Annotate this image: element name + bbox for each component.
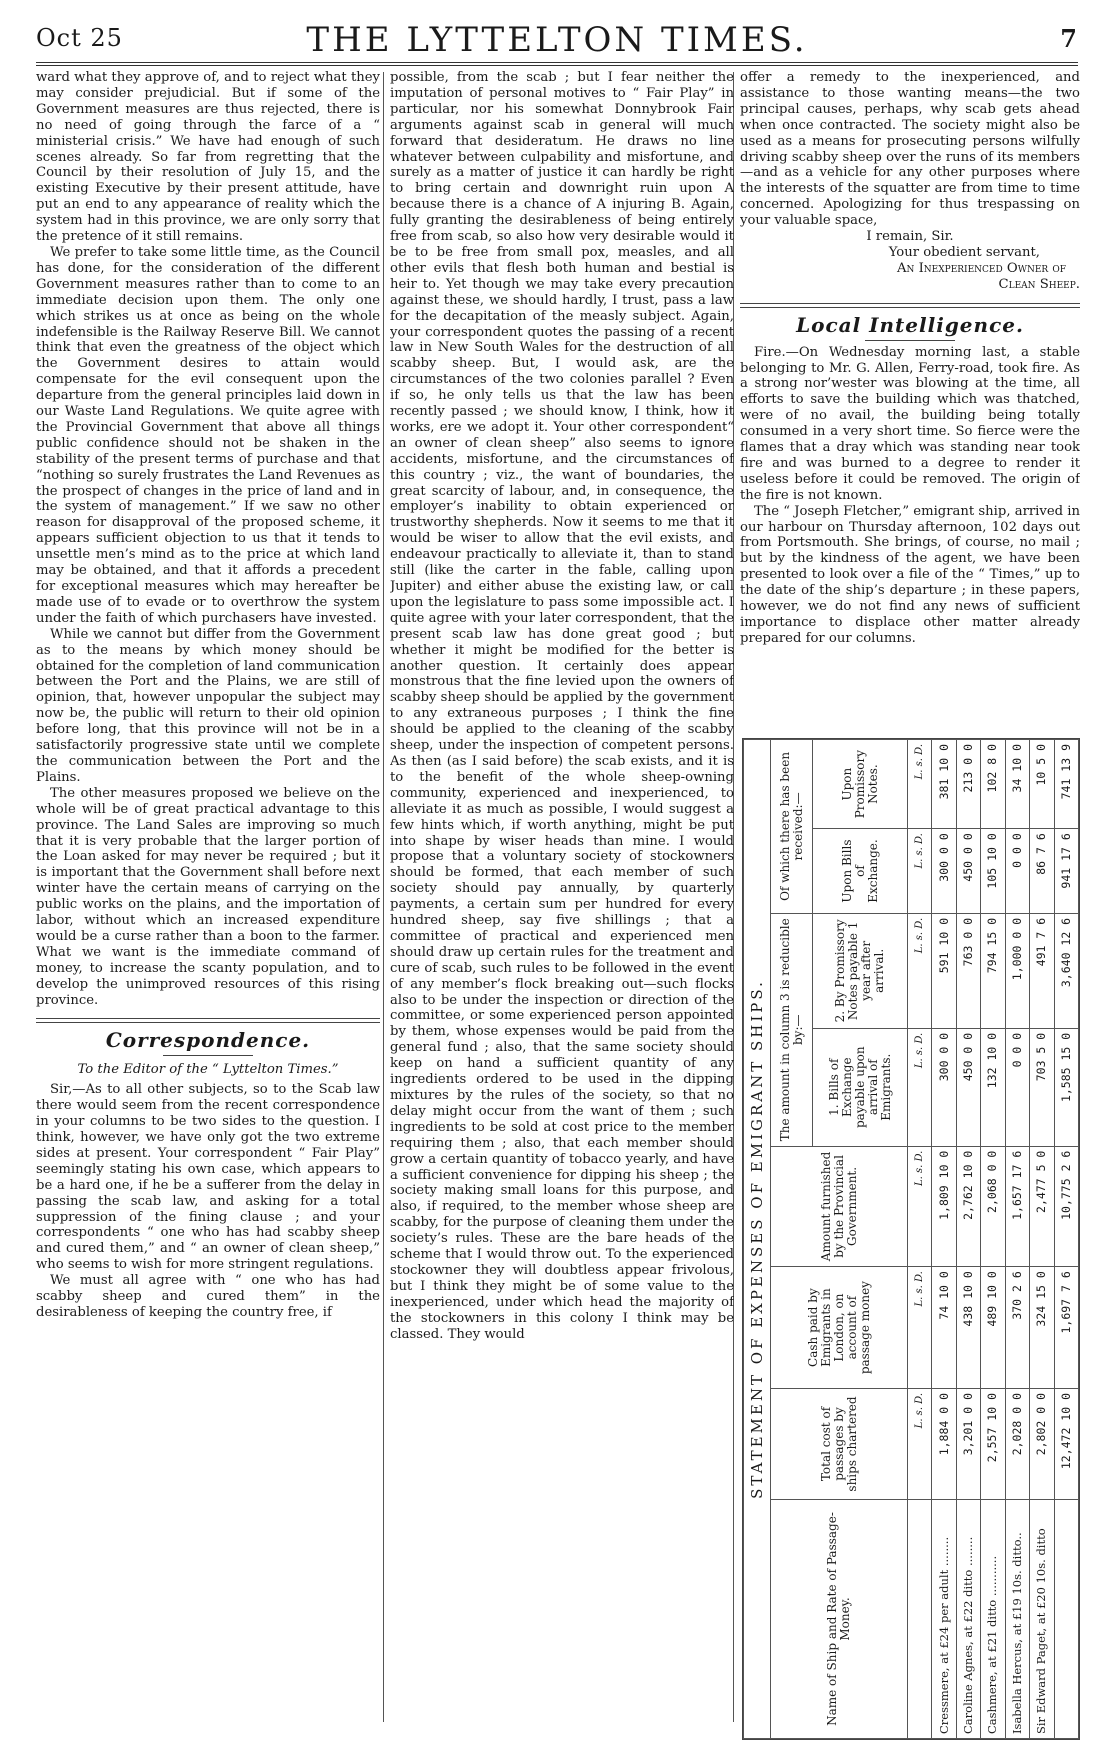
header-total: Total cost of passages by ships chartered: [771, 1388, 908, 1499]
letter-paragraph: offer a remedy to the inexperienced, and assistance to those wanting means—the two principal causes, perhaps, why scab gets ahead when once contracted. The society might also be used as a means for prosecuting persons wilfully driving scabby sheep over the runs of its members—and as a vehicle for any other purposes where the interests of the squatter are from time to time concerned. Apologizing for thus trespassing on your valuable space,: [740, 70, 1080, 229]
cell-amount: 2,068 0 0: [981, 1146, 1005, 1267]
units-label: L. s. D.: [908, 1267, 932, 1389]
header-ship: Name of Ship and Rate of Passage-Money.: [771, 1500, 908, 1739]
column-3: [740, 70, 1080, 647]
cell-total: 2,028 0 0: [1005, 1388, 1029, 1499]
expenses-table: [743, 739, 1079, 1739]
total-total: 12,472 10 0: [1054, 1388, 1078, 1499]
cell-received-bills: 105 10 0: [981, 829, 1005, 914]
cell-bills: 0 0 0: [1005, 1028, 1029, 1146]
correspondence-heading: Correspondence.: [105, 1028, 311, 1053]
table-title: STATEMENT OF EXPENSES OF EMIGRANT SHIPS.: [744, 740, 771, 1739]
cell-amount: 1,657 17 6: [1005, 1146, 1029, 1267]
cell-notes: 763 0 0: [956, 913, 980, 1028]
cell-total: 2,802 0 0: [1030, 1388, 1054, 1499]
units-label: L. s. D.: [908, 913, 932, 1028]
total-cash: 1,697 7 6: [1054, 1267, 1078, 1389]
cell-bills: 703 5 0: [1030, 1028, 1054, 1146]
cell-amount: 2,762 10 0: [956, 1146, 980, 1267]
total-received-bills: 941 17 6: [1054, 829, 1078, 914]
header-bills: 1. Bills of Exchange payable upon arrival of Emigrants.: [813, 1028, 908, 1146]
cell-bills: 300 0 0: [932, 1028, 956, 1146]
local-intelligence-heading: Local Intelligence.: [796, 312, 1024, 337]
letter-paragraph: possible, from the scab ; but I fear neither the imputation of personal motives to “ Fair Play” in particular, nor his somewhat Donnybrook Fair arguments against scab in general will much forward that desideratum. He draws no line whatever between culpability and misfortune, and surely as a matter of justice it can hardly be right to bring certain and downright ruin upon A because there is a chance of A injuring B. Again, fully granting the desirableness of being entirely free from scab, so also how very desirable would it be to be free from small pox, measles, and all other evils that flesh both human and bestial is heir to. Yet though we may take every precaution against these, we should hardly, I trust, pass a law for the decapitation of the measly subject. Again, your correspondent quotes the passing of a recent law in New South Wales for the destruction of all scabby sheep. But, I would ask, are the circumstances of the two colonies parallel ? Even if so, he only tells us that the law has been recently passed ; we should know, I think, how it works, ere we adopt it. Your other correspondent“ an owner of clean sheep” also seems to ignore accidents, misfortune, and the circumstances of this country ; viz., the want of boundaries, the great scarcity of labour, and, in consequence, the employer’s inability to obtain experienced or trustworthy shepherds. Now it seems to me that it would be wiser to allow that the evil exists, and endeavour practically to alleviate it, than to stand still (like the carter in the fable, calling upon Jupiter) and either abuse the existing law, or call upon the legislature to pass some impossible act. I quite agree with your later correspondent, that the present scab law has done great good ; but whether it might be modified for the better is another question. It certainly does appear monstrous that the fine levied upon the owners of scabby sheep should be applied by the government to any extraneous purposes ; I think the fine should be applied to the cleaning of the scabby sheep, under the inspection of competent persons. As then (as I said before) the scab exists, and it is to the benefit of the whole sheep-owning community, experienced and inexperienced, to alleviate it as much as possible, I would suggest a few hints which, if worth anything, might be put into shape by wiser heads than mine. I would propose that a voluntary society of stockowners should be formed, that each member of such society should pay annually, by quarterly payments, a certain sum per hundred for every hundred sheep, say five shillings ; that a committee of practical and experienced men should draw up certain rules for the treatment and cure of scab, such rules to be followed in the event of any member’s flock breaking out—such flocks also to be under the inspection or direction of the committee, or some experienced person appointed by them, whose expenses would be paid from the general fund ; also, that the same society should keep on hand a sufficient quantity of any ingredients ordered to be used in the dipping mixtures by the rules of the society, so that no delay might occur from the want of them ; such ingredients to be sold at cost price to the member requiring them ; also, that each member should grow a certain quantity of tobacco yearly, and have a sufficient convenience for dipping his sheep ; the society making small loans for this purpose, and also, if required, to the member whose sheep are scabby, for the purpose of cleaning them under the society’s rules. These are the bare heads of the scheme that I would throw out. To the experienced stockowner they will doubtless appear frivolous, but I think they might be of some value to the inexperienced, under which head the majority of the stockowners in this colony I think may be classed. They would: [390, 70, 734, 1342]
newspaper-title: THE LYTTELTON TIMES.: [306, 20, 808, 60]
letter-closing: I remain, Sir.: [866, 229, 954, 245]
section-divider: [740, 303, 1080, 308]
cell-cash: 324 15 0: [1030, 1267, 1054, 1389]
cell-amount: 1,809 10 0: [932, 1146, 956, 1267]
cell-amount: 2,477 5 0: [1030, 1146, 1054, 1267]
news-paragraph: Fire.—On Wednesday morning last, a stable belonging to Mr. G. Allen, Ferry-road, took fire. As a strong nor’wester was blowing at the time, all efforts to save the building which was thatched, were of no avail, the building being totally consumed in a very short time. So fierce were the flames that a dray which was standing near took fire and was burned to a degree to render it useless before it could be removed. The origin of the fire is not known.: [740, 344, 1080, 503]
cell-cash: 74 10 0: [932, 1267, 956, 1389]
cell-received-bills: 450 0 0: [956, 829, 980, 914]
header-received: Of which there has been received:—: [771, 740, 813, 914]
cell-received-notes: 381 10 0: [932, 740, 956, 829]
cell-cash: 438 10 0: [956, 1267, 980, 1389]
total-received-notes: 741 13 9: [1054, 740, 1078, 829]
header-reducible: The amount in column 3 is reducible by:—: [771, 913, 813, 1146]
header-cash: Cash paid by Emigrants in London, on account of passage money: [771, 1267, 908, 1389]
table-row: [981, 740, 1005, 1739]
total-notes: 3,640 12 6: [1054, 913, 1078, 1028]
units-label: L. s. D.: [908, 1146, 932, 1267]
news-paragraph: The “ Joseph Fletcher,” emigrant ship, arrived in our harbour on Thursday afternoon, 102 days out from Portsmouth. She brings, of course, no mail ; but by the kindness of the agent, we have been presented to look over a file of the “ Times,” up to the date of the ship’s departure ; in these papers, however, we do not find any news of sufficient importance to displace other matter already prepared for our columns.: [740, 503, 1080, 646]
masthead-rule: [36, 62, 1078, 63]
article-paragraph: We prefer to take some little time, as the Council has done, for the consideration of the different Government measures rather than to come to an immediate decision upon them. The only one which strikes us at once as being on the whole indefensible is the Railway Reserve Bill. We cannot think that even the greatness of the object which the Government desires to attain would compensate for the evil consequent upon the departure from the general principles laid down in our Waste Land Regulations. We quite agree with the Provincial Government that above all things public confidence should not be shaken in the stability of the present terms of purchase and that “nothing so surely frustrates the Land Revenues as the prospect of changes in the price of land and in the system of management.” If we saw no other reason for disapproval of the proposed scheme, it appears sufficient objection to us that it tends to unsettle men’s mind as to the price at which land may be obtained, and that it affords a precedent for exceptional measures which may hereafter be made use of to evade or to overthrow the system under the faith of which purchasers have invested.: [36, 244, 380, 626]
ship-name: Isabella Hercus, at £19 10s. ditto..: [1005, 1500, 1029, 1739]
header-upon-notes: Upon Promissory Notes.: [813, 740, 908, 829]
cell-received-bills: 300 0 0: [932, 829, 956, 914]
article-paragraph: ward what they approve of, and to reject what they may consider prejudicial. But if some of the Government measures are thus rejected, there is no need of going through the farce of a “ ministerial crisis.” We have had enough of such scenes already. So far from regretting that the Council by their resolution of July 15, and the existing Executive by their present attitude, have put an end to any appearance of reality which the system had in this province, we are only sorry that the pretence of it still remains.: [36, 70, 380, 245]
cell-bills: 132 10 0: [981, 1028, 1005, 1146]
ship-name: Sir Edward Paget, at £20 10s. ditto: [1030, 1500, 1054, 1739]
cell-received-notes: 102 8 0: [981, 740, 1005, 829]
units-label: L. s. D.: [908, 1388, 932, 1499]
heading-rule: [865, 340, 955, 341]
units-label: L. s. D.: [908, 829, 932, 914]
header-amount: Amount furnished by the Provincial Government.: [771, 1146, 908, 1267]
section-divider: [36, 1018, 380, 1023]
cell-cash: 370 2 6: [1005, 1267, 1029, 1389]
cell-total: 1,884 0 0: [932, 1388, 956, 1499]
table-row: [1005, 740, 1029, 1739]
ship-name: Cashmere, at £21 ditto ...........: [981, 1500, 1005, 1739]
table-row: [956, 740, 980, 1739]
column-divider: [383, 72, 384, 1722]
table-row: [932, 740, 956, 1739]
cell-received-notes: 34 10 0: [1005, 740, 1029, 829]
article-paragraph: While we cannot but differ from the Government as to the means by which money should be obtained for the completion of land communication between the Port and the Plains, we are still of opinion, that, however unpopular the subject may now be, the public will return to their old opinion before long, that this province will not be in a satisfactorily progressive state until we complete the communication between the Port and the Plains.: [36, 626, 380, 785]
total-bills: 1,585 15 0: [1054, 1028, 1078, 1146]
letter-paragraph: Sir,—As to all other subjects, so to the Scab law there would seem from the recent correspondence in your columns to be two sides to the question. I think, however, we have only got the two extreme sides at present. Your correspondent “ Fair Play” seemingly stating his own case, which appears to be a hard one, if he be a sufferer from the delay in passing the scab law, and asking for a total suppression of the fining clause ; and your correspondents “ one who has had scabby sheep and cured them,” and “ an owner of clean sheep,” who seems to wish for more stringent regulations.: [36, 1082, 380, 1273]
ship-name: Cressmere, at £24 per adult ........: [932, 1500, 956, 1739]
heading-rule: [163, 1055, 253, 1056]
cell-total: 3,201 0 0: [956, 1388, 980, 1499]
units-label: L. s. D.: [908, 740, 932, 829]
header-upon-bills: Upon Bills of Exchange.: [813, 829, 908, 914]
letter-signature: An Inexperienced Owner of: [896, 260, 1066, 276]
cell-notes: 794 15 0: [981, 913, 1005, 1028]
cell-bills: 450 0 0: [956, 1028, 980, 1146]
masthead-rule-2: [36, 65, 1078, 66]
table-row: [1030, 740, 1054, 1739]
cell-received-notes: 213 0 0: [956, 740, 980, 829]
cell-received-notes: 10 5 0: [1030, 740, 1054, 829]
cell-received-bills: 86 7 6: [1030, 829, 1054, 914]
letter-signature: Clean Sheep.: [998, 276, 1080, 292]
letter-paragraph: We must all agree with “ one who has had scabby sheep and cured them” in the desirableness of keeping the country free, if: [36, 1273, 380, 1320]
issue-date: Oct 25: [36, 24, 123, 52]
units-label: L. s. D.: [908, 1028, 932, 1146]
cell-notes: 1,000 0 0: [1005, 913, 1029, 1028]
letter-address: To the Editor of the “ Lyttelton Times.”: [77, 1062, 339, 1078]
ship-name: Caroline Agnes, at £22 ditto ........: [956, 1500, 980, 1739]
letter-closing: Your obedient servant,: [888, 244, 1040, 260]
cell-notes: 491 7 6: [1030, 913, 1054, 1028]
totals-spacer: [1054, 1500, 1078, 1739]
column-1: [36, 70, 380, 1725]
article-paragraph: The other measures proposed we believe on the whole will be of great practical advantage to this province. The Land Sales are improving so much that it is very probable that the larger portion of the Loan asked for may never be required ; but it is important that the Government shall before next winter have the certain means of carrying on the public works on the plains, and the importation of labor, without which an increased expenditure would be a curse rather than a boon to the farmer. What we want is the immediate command of money, to increase the scanty population, and to develop the unimproved resources of this rising province.: [36, 785, 380, 1008]
column-2: [390, 70, 734, 1725]
totals-row: [1054, 740, 1078, 1739]
header-notes: 2. By Promissory Notes payable 1 year after arrival.: [813, 913, 908, 1028]
cell-total: 2,557 10 0: [981, 1388, 1005, 1499]
masthead: [36, 20, 1078, 60]
page-number: 7: [1060, 24, 1078, 53]
total-amount: 10,775 2 6: [1054, 1146, 1078, 1267]
cell-received-bills: 0 0 0: [1005, 829, 1029, 914]
cell-notes: 591 10 0: [932, 913, 956, 1028]
units-spacer: [908, 1500, 932, 1739]
rotated-table: [743, 739, 1079, 1739]
emigrant-ships-table: [742, 738, 1080, 1740]
cell-cash: 489 10 0: [981, 1267, 1005, 1389]
